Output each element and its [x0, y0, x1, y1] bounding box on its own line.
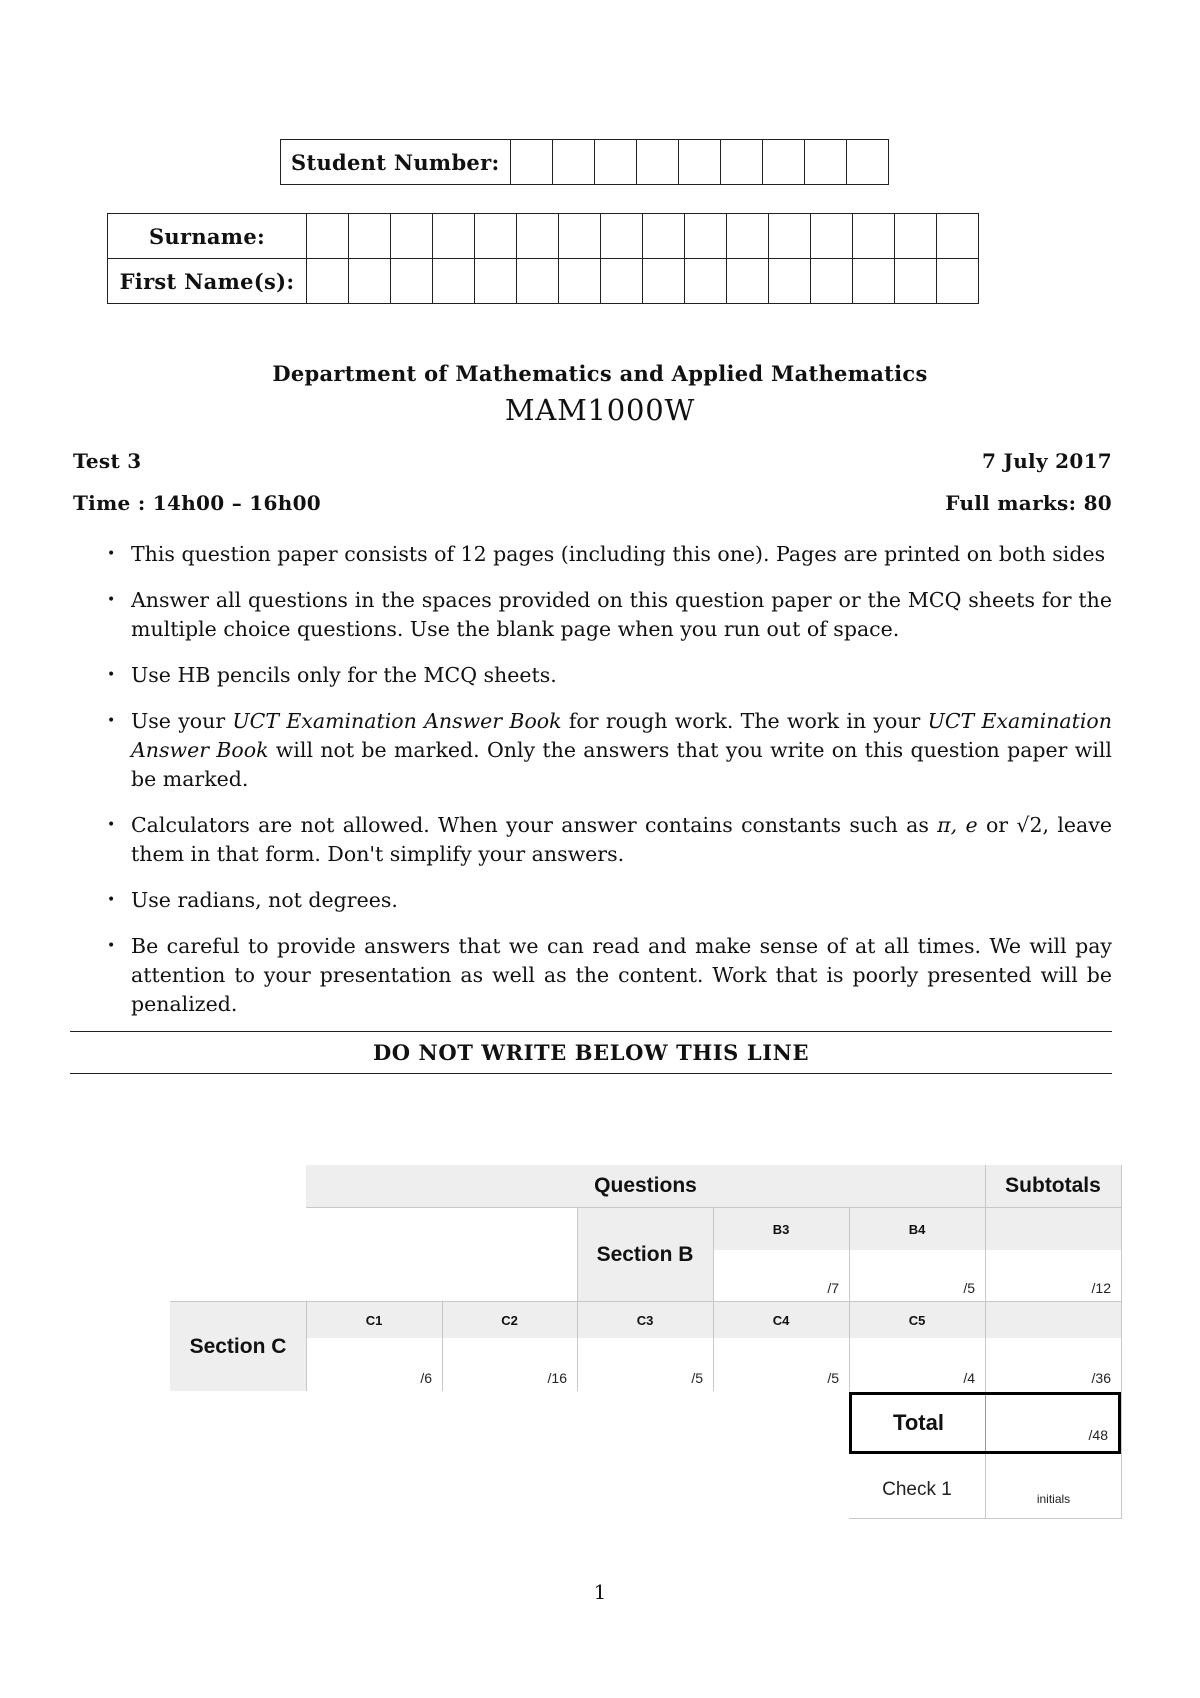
question-c4-label: C4	[713, 1302, 849, 1338]
instruction-text: This question paper consists of 12 pages (including this one). Pages are printed on both sides	[131, 542, 1106, 566]
bullet-icon: •	[107, 713, 116, 729]
first-name-box[interactable]	[601, 259, 643, 304]
bullet-icon: •	[107, 667, 116, 683]
table-rule	[849, 1518, 1121, 1519]
instruction-item	[70, 586, 1112, 644]
answer-book-title: UCT Examination Answer Book	[232, 709, 562, 733]
first-name-box[interactable]	[475, 259, 517, 304]
question-c5-label: C5	[849, 1302, 985, 1338]
student-number-label: Student Number:	[281, 140, 511, 185]
page-number: 1	[593, 1580, 607, 1604]
table-rule	[442, 1302, 443, 1391]
test-date: 7 July 2017	[981, 449, 1112, 473]
full-marks: Full marks: 80	[945, 491, 1112, 515]
question-b3-mark[interactable]: /7	[713, 1250, 849, 1301]
student-number-box[interactable]	[636, 140, 678, 185]
surname-label: Surname:	[108, 214, 307, 259]
bullet-icon: •	[107, 817, 116, 833]
instruction-item	[70, 811, 1112, 869]
bullet-icon: •	[107, 892, 116, 908]
instruction-text: Use HB pencils only for the MCQ sheets.	[131, 663, 557, 687]
bullet-icon: •	[107, 592, 116, 608]
section-b-subtotal[interactable]: /12	[985, 1250, 1121, 1301]
first-name-box[interactable]	[811, 259, 853, 304]
answer-book-title: UCT Examination Answer Book	[131, 709, 1112, 762]
first-name-box[interactable]	[559, 259, 601, 304]
question-b3-label: B3	[713, 1208, 849, 1250]
table-rule	[170, 1301, 1121, 1302]
student-number-box[interactable]	[762, 140, 804, 185]
table-rule	[1121, 1165, 1122, 1519]
first-name-label: First Name(s):	[108, 259, 307, 304]
instruction-item	[70, 886, 1112, 915]
table-rule	[577, 1208, 578, 1301]
first-name-box[interactable]	[937, 259, 979, 304]
name-grid	[107, 213, 979, 304]
instructions-list	[70, 540, 1112, 1036]
first-name-box[interactable]	[349, 259, 391, 304]
question-b4-label: B4	[849, 1208, 985, 1250]
table-rule	[985, 1165, 986, 1519]
bullet-icon: •	[107, 938, 116, 954]
instruction-text: Answer all questions in the spaces provided on this question paper or the MCQ sheets for the multiple choice questions. Use the blank page when you run out of space.	[131, 588, 1112, 641]
instruction-item	[70, 540, 1112, 569]
total-label: Total	[893, 1410, 944, 1435]
table-rule	[306, 1302, 307, 1391]
instruction-text: for rough work. The work in your	[561, 709, 928, 733]
first-name-box[interactable]	[727, 259, 769, 304]
section-b-label: Section B	[577, 1208, 713, 1301]
student-number-box[interactable]	[846, 140, 888, 185]
surname-box[interactable]	[559, 214, 601, 259]
surname-box[interactable]	[811, 214, 853, 259]
surname-box[interactable]	[853, 214, 895, 259]
student-number-box[interactable]	[804, 140, 846, 185]
department-name: Department of Mathematics and Applied Mathematics	[272, 361, 928, 386]
bullet-icon: •	[107, 546, 116, 562]
instruction-item	[70, 932, 1112, 1019]
question-c1-mark[interactable]: /6	[306, 1338, 442, 1391]
question-c3-label: C3	[577, 1302, 713, 1338]
student-number-box[interactable]	[720, 140, 762, 185]
first-name-box[interactable]	[433, 259, 475, 304]
divider-bottom	[70, 1073, 1112, 1074]
student-number-box[interactable]	[510, 140, 552, 185]
surname-box[interactable]	[433, 214, 475, 259]
first-name-box[interactable]	[391, 259, 433, 304]
section-c-subtotal[interactable]: /36	[985, 1338, 1121, 1391]
surname-box[interactable]	[391, 214, 433, 259]
question-b4-mark[interactable]: /5	[849, 1250, 985, 1301]
question-c2-mark[interactable]: /16	[442, 1338, 577, 1391]
instruction-text: Use radians, not degrees.	[131, 888, 398, 912]
student-number-grid	[280, 139, 889, 185]
question-c1-label: C1	[306, 1302, 442, 1338]
first-name-box[interactable]	[307, 259, 349, 304]
instruction-item	[70, 661, 1112, 690]
subtotal-header-cell	[985, 1302, 1121, 1338]
table-rule	[713, 1208, 714, 1391]
student-number-box[interactable]	[594, 140, 636, 185]
question-c3-mark[interactable]: /5	[577, 1338, 713, 1391]
table-rule	[577, 1302, 578, 1391]
math-constants: π, e	[937, 813, 978, 837]
do-not-write-banner: DO NOT WRITE BELOW THIS LINE	[372, 1040, 810, 1065]
subtotal-header-cell	[985, 1208, 1121, 1250]
surname-box[interactable]	[769, 214, 811, 259]
check-label: Check 1	[882, 1479, 952, 1500]
instruction-item	[70, 707, 1112, 794]
question-c2-label: C2	[442, 1302, 577, 1338]
questions-header: Questions	[306, 1165, 985, 1207]
surname-box[interactable]	[643, 214, 685, 259]
question-c4-mark[interactable]: /5	[713, 1338, 849, 1391]
surname-box[interactable]	[475, 214, 517, 259]
instruction-text: Use your	[131, 709, 233, 733]
section-c-label: Section C	[170, 1302, 306, 1391]
first-name-box[interactable]	[853, 259, 895, 304]
table-rule	[849, 1208, 850, 1391]
surname-box[interactable]	[937, 214, 979, 259]
first-name-box[interactable]	[685, 259, 727, 304]
course-code: MAM1000W	[504, 393, 696, 427]
surname-box[interactable]	[349, 214, 391, 259]
surname-box[interactable]	[895, 214, 937, 259]
first-name-box[interactable]	[517, 259, 559, 304]
instruction-text: Be careful to provide answers that we can read and make sense of at all times. We will pay attention to your presentation as well as the content. Work that is poorly presented will be penalized.	[131, 934, 1112, 1016]
test-name: Test 3	[73, 449, 142, 473]
question-c5-mark[interactable]: /4	[849, 1338, 985, 1391]
surname-box[interactable]	[517, 214, 559, 259]
student-number-box[interactable]	[678, 140, 720, 185]
instruction-text: will not be marked. Only the answers that you write on this question paper will be marked.	[131, 738, 1112, 791]
surname-box[interactable]	[727, 214, 769, 259]
initials-field[interactable]: initials	[1036, 1492, 1071, 1506]
math-root-two: √2	[1016, 813, 1043, 837]
instruction-text: Calculators are not allowed. When your answer contains constants such as	[131, 813, 938, 837]
surname-box[interactable]	[601, 214, 643, 259]
subtotals-header: Subtotals	[985, 1165, 1121, 1207]
first-name-box[interactable]	[769, 259, 811, 304]
first-name-box[interactable]	[895, 259, 937, 304]
student-number-box[interactable]	[552, 140, 594, 185]
first-name-box[interactable]	[643, 259, 685, 304]
divider-top	[70, 1031, 1112, 1032]
surname-box[interactable]	[685, 214, 727, 259]
instruction-text: or	[977, 813, 1017, 837]
instruction-text: , leave them in that form. Don't simplify your answers.	[131, 813, 1112, 866]
test-time: Time : 14h00 – 16h00	[73, 491, 322, 515]
total-mark[interactable]: /48	[1088, 1427, 1108, 1443]
surname-box[interactable]	[307, 214, 349, 259]
